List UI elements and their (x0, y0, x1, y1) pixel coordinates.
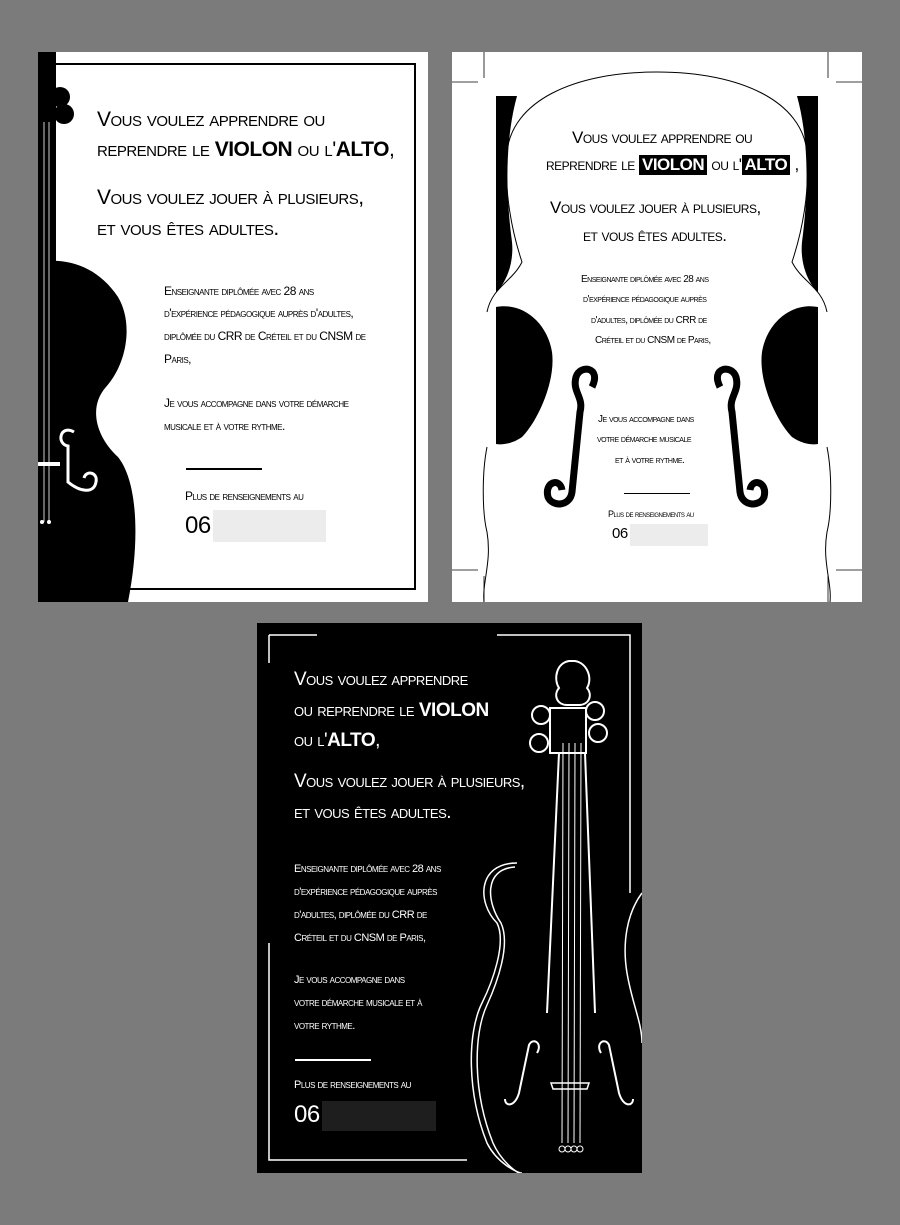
alto-word: ALTO (742, 155, 791, 175)
bio-line: Enseignante diplômée avec 28 ans (164, 284, 314, 298)
phone-prefix: 06 (185, 512, 211, 539)
flyer-card-white-left (38, 52, 428, 602)
accompany-line: Je vous accompagne dans (294, 974, 405, 986)
bio-line: Enseignante diplômée avec 28 ans (294, 863, 441, 875)
flyer-card-black (257, 623, 642, 1173)
divider (295, 1059, 371, 1061)
heading2-line2: et vous êtes adultes. (97, 217, 279, 240)
bio-line: d'adultes, diplômée du CRR de (294, 909, 427, 921)
violin-word: VIOLON (214, 138, 293, 161)
phone-redacted (213, 510, 326, 542)
info-label: Plus de renseignements au (608, 509, 694, 519)
divider (624, 493, 690, 494)
heading-line3: ou l'ALTO, (294, 730, 380, 751)
bio-line: d'expérience pédagogique auprès d'adultes, (164, 306, 354, 320)
bio-line: d'expérience pédagogique auprès (583, 294, 707, 305)
divider (186, 468, 262, 470)
violin-word: VIOLON (639, 155, 707, 175)
heading2-line2: et vous êtes adultes. (583, 226, 727, 245)
heading-line2: ou reprendre le VIOLON (294, 700, 489, 721)
accompany-line: Je vous accompagne dans (598, 414, 694, 425)
heading-line1: Vous voulez apprendre (294, 669, 468, 690)
heading-line2: reprendre le VIOLON ou l'ALTO, (97, 138, 395, 161)
bio-line: Enseignante diplômée avec 28 ans (581, 274, 709, 285)
flyer-card-violin-shape (452, 52, 862, 602)
phone-redacted (630, 524, 708, 546)
bio-line: Créteil et du CNSM de Paris, (595, 335, 711, 346)
alto-word: ALTO (327, 730, 376, 751)
bio-line: Créteil et du CNSM de Paris, (294, 932, 426, 944)
bio-line: d'expérience pédagogique auprès (294, 886, 437, 898)
info-label: Plus de renseignements au (185, 489, 304, 503)
accompany-line: Je vous accompagne dans votre démarche (164, 396, 349, 410)
bio-line: Paris, (164, 352, 192, 366)
accompany-line: votre rythme. (294, 1020, 355, 1032)
phone-prefix: 06 (294, 1101, 320, 1128)
accompany-line: votre démarche musicale (597, 434, 692, 445)
accompany-line: votre démarche musicale et à (294, 997, 423, 1009)
bio-line: d'adultes, diplômée du CRR de (591, 315, 707, 326)
heading-line1: Vous voulez apprendre ou (97, 108, 325, 131)
heading2-line1: Vous voulez jouer à plusieurs, (294, 771, 525, 792)
accompany-line: musicale et à votre rythme. (164, 419, 285, 433)
info-label: Plus de renseignements au (294, 1079, 411, 1091)
phone-redacted (322, 1101, 436, 1131)
heading2-line1: Vous voulez jouer à plusieurs, (550, 198, 761, 217)
accompany-line: et à votre rythme. (615, 455, 685, 466)
heading-line1: Vous voulez apprendre ou (572, 128, 753, 147)
heading2-line2: et vous êtes adultes. (294, 802, 452, 823)
heading-line2: reprendre le VIOLON ou l' ALTO , (546, 155, 799, 174)
violin-word: VIOLON (418, 700, 489, 721)
phone-prefix: 06 (612, 525, 628, 542)
heading2-line1: Vous voulez jouer à plusieurs, (97, 186, 364, 209)
bio-line: diplômée du CRR de Créteil et du CNSM de (164, 329, 366, 343)
alto-word: ALTO (335, 138, 389, 161)
